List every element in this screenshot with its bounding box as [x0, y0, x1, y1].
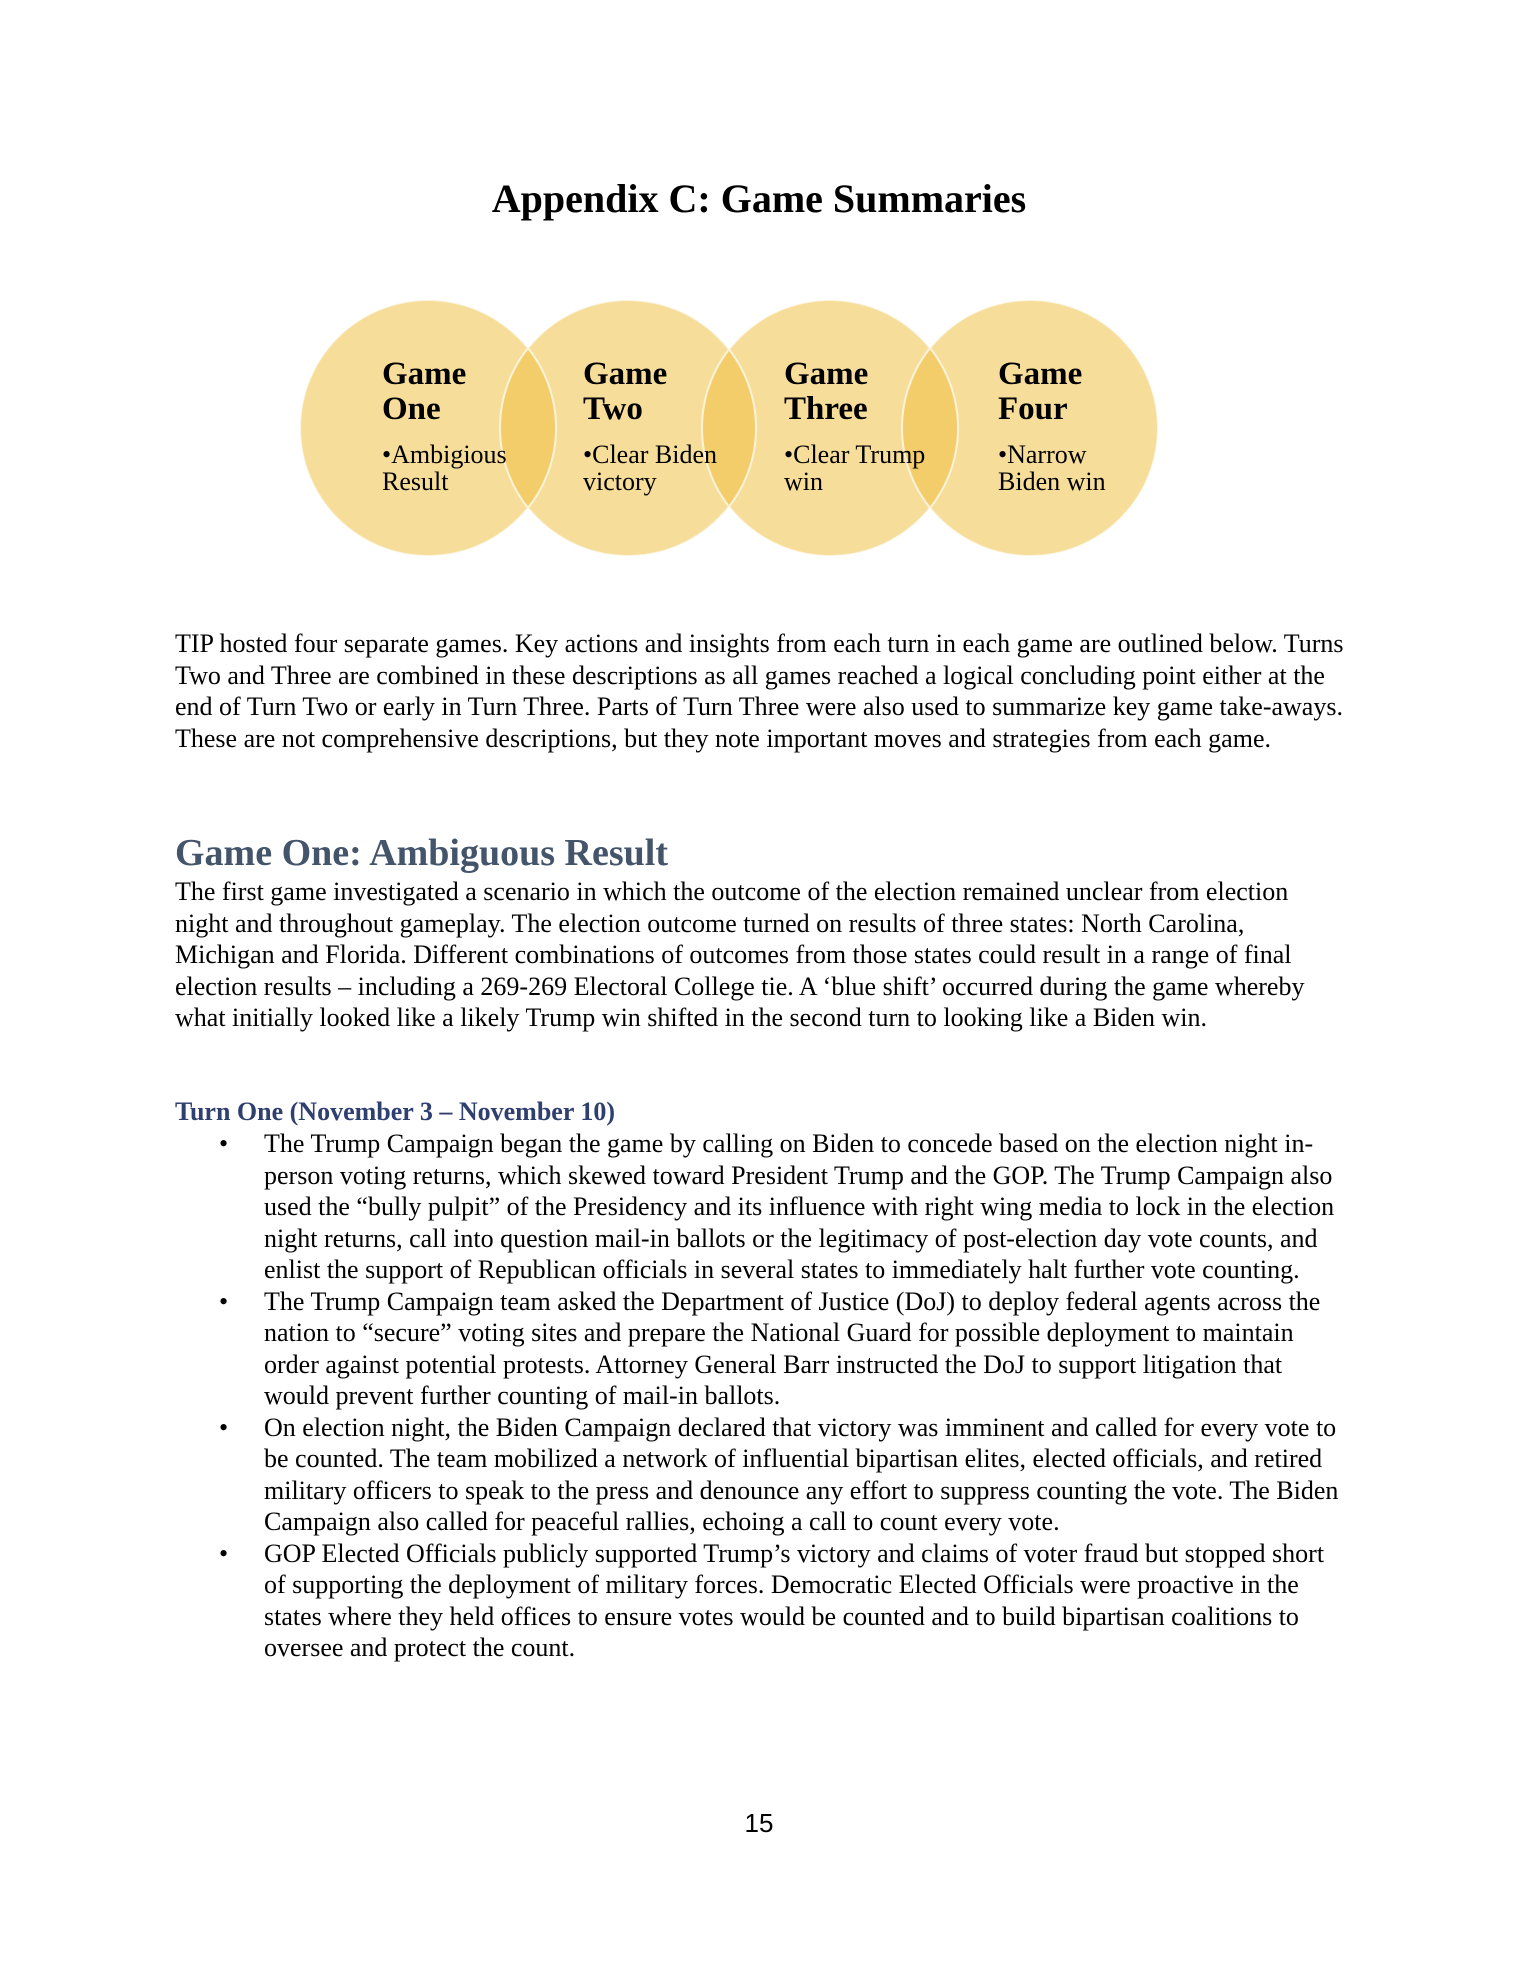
game-three-title: Game Three	[784, 356, 869, 427]
intro-paragraph: TIP hosted four separate games. Key actions and insights from each turn in each game are outlined below. Turns Two and Three are combined in these descriptions as all games reached a logical concluding point either at the end of Turn Two or early in Turn Three. Parts of Turn Three were also used to summarize key game take-aways. These are not comprehensive descriptions, but they note important moves and strategies from each game.	[175, 629, 1344, 753]
game-one-paragraph: The first game investigated a scenario in which the outcome of the election remained unclear from election night and throughout gameplay. The election outcome turned on results of three states: North Carolina, Michigan and Florida. Different combinations of outcomes from those states could result in a range of final election results – including a 269-269 Electoral College tie. A ‘blue shift’ occurred during the game whereby what initially looked like a likely Trump win shifted in the second turn to looking like a Biden win.	[175, 877, 1305, 1032]
game-two-title: Game Two	[583, 356, 668, 427]
page-title: Appendix C: Game Summaries	[491, 176, 1027, 221]
game-three-label	[784, 357, 964, 495]
game-summary-diagram	[0, 0, 1518, 600]
game-three-desc: •Clear Trump win	[784, 440, 926, 496]
turn-one-heading: Turn One (November 3 – November 10)	[175, 1097, 616, 1126]
game-four-label	[998, 357, 1178, 495]
page-number: 15	[744, 1808, 774, 1838]
game-two-label	[583, 357, 763, 495]
game-one-label	[382, 357, 562, 495]
game-one-desc: •Ambigious Result	[382, 440, 507, 496]
game-one-title: Game One	[382, 356, 467, 427]
game-one-heading: Game One: Ambiguous Result	[175, 832, 668, 874]
list-item: • On election night, the Biden Campaign declared that victory was imminent and called for every vote to be counted. The team mobilized a network of influential bipartisan elites, elected officials, and retired military officers to speak to the press and denounce any effort to suppress counting the vote. The Biden Campaign also called for peaceful rallies, echoing a call to count every vote.	[219, 1412, 1339, 1536]
game-two-desc: •Clear Biden victory	[583, 440, 718, 496]
list-item: • The Trump Campaign team asked the Department of Justice (DoJ) to deploy federal agents across the nation to “secure” voting sites and prepare the National Guard for possible deployment to maintain order against potential protests. Attorney General Barr instructed the DoJ to support litigation that would prevent further counting of mail-in ballots.	[219, 1286, 1321, 1410]
list-item: • GOP Elected Officials publicly supported Trump’s victory and claims of voter fraud but stopped short of supporting the deployment of military forces. Democratic Elected Officials were proactive in the states where they held offices to ensure votes would be counted and to build bipartisan coalitions to oversee and protect the count.	[219, 1538, 1325, 1662]
bullet-icon: •	[219, 1538, 229, 1568]
bullet-icon: •	[219, 1286, 229, 1316]
bullet-icon: •	[219, 1129, 229, 1158]
turn-one-bullet-list	[175, 1128, 1345, 1664]
game-four-title: Game Four	[998, 356, 1083, 427]
game-four-desc: •Narrow Biden win	[998, 440, 1106, 496]
bullet-icon: •	[219, 1412, 229, 1442]
list-item: • The Trump Campaign began the game by calling on Biden to concede based on the election night in-person voting returns, which skewed toward President Trump and the GOP. The Trump Campaign also used the “bully pulpit” of the Presidency and its influence with right wing media to lock in the election night returns, call into question mail-in ballots or the legitimacy of post-election day vote counts, and enlist the support of Republican officials in several states to immediately halt further vote counting.	[219, 1129, 1335, 1284]
